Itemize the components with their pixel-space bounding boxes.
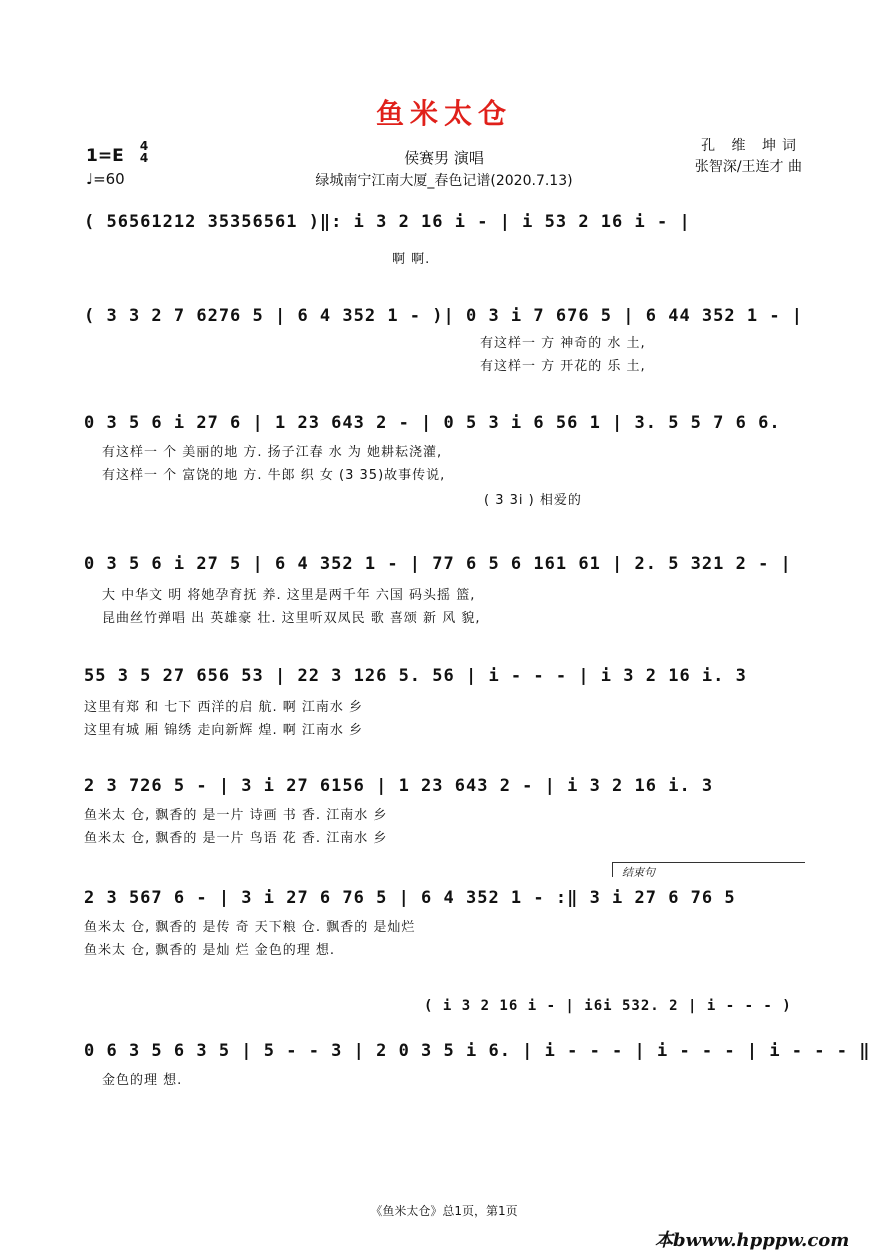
lyrics-line-1: 啊 啊. [392, 252, 431, 267]
lyrics-line-1: 鱼米太 仓, 飘香的 是一片 诗画 书 香. 江南水 乡 [84, 808, 388, 823]
site-watermark: 本bwww.hpppw.com [655, 1230, 850, 1251]
notation-line: 2 3 726 5 - | 3 i 27 6156 | 1 23 643 2 - | i 3 2 16 i. 3 [84, 776, 714, 796]
singer-credit: 侯赛男 演唱 [404, 149, 484, 167]
notation-line: 0 3 5 6 i 27 6 | 1 23 643 2 - | 0 5 3 i 6 56 1 | 3. 5 5 7 6 6. [84, 413, 781, 433]
lyrics-line-2: 鱼米太 仓, 飘香的 是灿 烂 金色的理 想. [84, 943, 336, 958]
meter-bottom: 4 [139, 151, 149, 165]
meter-top: 4 [139, 139, 149, 153]
lyrics-line-1: 大 中华文 明 将她孕育抚 养. 这里是两千年 六国 码头摇 篮, [102, 588, 476, 603]
notation-line: ( 3 3 2 7 6276 5 | 6 4 352 1 - )| 0 3 i 7 676 5 | 6 44 352 1 - | [84, 306, 804, 326]
ending-label: 结束句 [622, 866, 655, 879]
lyricist-credit: 孔 维 坤词 [701, 138, 802, 154]
lyrics-line-1: 有这样一 方 神奇的 水 土, [480, 336, 646, 351]
accompaniment-line: ( i 3 2 16 i - | i6i 532. 2 | i - - - ) [424, 998, 792, 1014]
notation-line: ( 56561212 35356561 )‖: i 3 2 16 i - | i 53 2 16 i - | [84, 212, 691, 232]
key-signature: 1=E [86, 146, 124, 166]
lyrics-line-3: ( 3 3i ) 相爱的 [484, 493, 582, 508]
lyrics-line-1: 金色的理 想. [102, 1073, 183, 1088]
lyrics-line-2: 有这样一 方 开花的 乐 土, [480, 359, 646, 374]
notation-line: 2 3 567 6 - | 3 i 27 6 76 5 | 6 4 352 1 - :‖ 3 i 27 6 76 5 [84, 888, 736, 908]
tempo-marking: ♩=60 [86, 170, 125, 188]
lyrics-line-2: 这里有城 厢 锦绣 走向新辉 煌. 啊 江南水 乡 [84, 723, 364, 738]
lyrics-line-2: 昆曲丝竹弹唱 出 英雄豪 壮. 这里听双凤民 歌 喜颂 新 风 貌, [102, 611, 481, 626]
notation-line: 55 3 5 27 656 53 | 22 3 126 5. 56 | i - - - | i 3 2 16 i. 3 [84, 666, 747, 686]
notation-line: 0 3 5 6 i 27 5 | 6 4 352 1 - | 77 6 5 6 161 61 | 2. 5 321 2 - | [84, 554, 792, 574]
transcription-credit: 绿城南宁江南大厦_春色记谱(2020.7.13) [315, 173, 573, 189]
page-footer: 《鱼米太仓》总1页，第1页 [370, 1204, 518, 1218]
composer-credit: 张智深/王连才 曲 [694, 159, 802, 175]
lyrics-line-2: 有这样一 个 富饶的地 方. 牛郎 织 女 (3 35)故事传说, [102, 468, 446, 483]
lyrics-line-1: 这里有郑 和 七下 西洋的启 航. 啊 江南水 乡 [84, 700, 364, 715]
notation-line: 0 6 3 5 6 3 5 | 5 - - 3 | 2 0 3 5 i 6. | i - - - | i - - - | i - - - ‖ [84, 1041, 871, 1061]
lyrics-line-1: 鱼米太 仓, 飘香的 是传 奇 天下粮 仓. 飘香的 是灿烂 [84, 920, 416, 935]
song-title: 鱼米太仓 [375, 97, 512, 130]
lyrics-line-1: 有这样一 个 美丽的地 方. 扬子江春 水 为 她耕耘浇灌, [102, 445, 443, 460]
lyrics-line-2: 鱼米太 仓, 飘香的 是一片 鸟语 花 香. 江南水 乡 [84, 831, 388, 846]
